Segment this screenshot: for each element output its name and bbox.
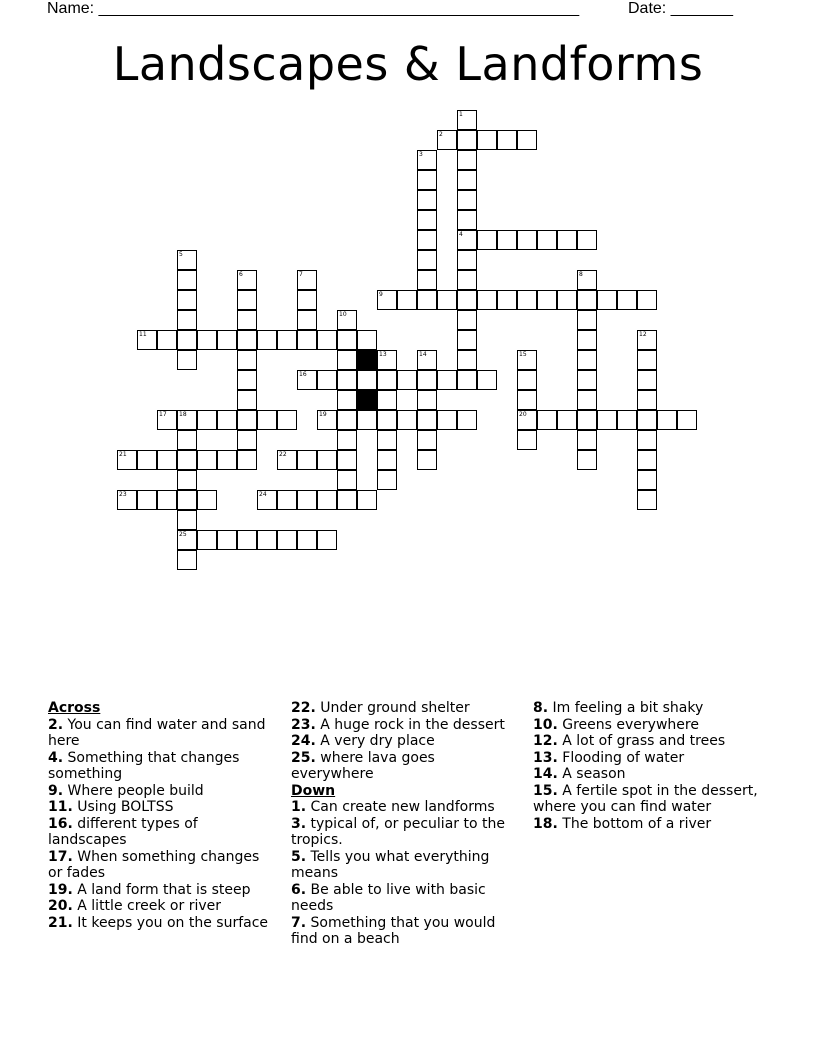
clue-text: Using BOLTSS (72, 799, 174, 815)
clue-item (533, 766, 763, 783)
grid-cell[interactable] (577, 230, 597, 250)
grid-cell[interactable] (157, 490, 177, 510)
grid-cell[interactable] (397, 290, 417, 310)
clue-number: 25. (291, 749, 316, 766)
clue-number: 14. (533, 766, 558, 782)
grid-cell[interactable] (377, 450, 397, 470)
clue-text: A lot of grass and trees (557, 733, 726, 749)
grid-cell[interactable] (577, 450, 597, 470)
grid-cell[interactable] (377, 290, 397, 310)
cell-number: 8 (579, 271, 583, 278)
grid-cell[interactable] (377, 370, 397, 390)
grid-cell[interactable] (557, 230, 577, 250)
cell-number: 7 (299, 271, 303, 278)
grid-cell[interactable] (237, 370, 257, 390)
grid-cell[interactable] (437, 370, 457, 390)
clue-column-3 (533, 700, 763, 832)
clue-text: Tells you what everything means (291, 848, 490, 881)
cell-number: 15 (519, 351, 527, 358)
cell-number: 24 (259, 491, 267, 498)
clue-text: A huge rock in the dessert (315, 716, 505, 733)
clue-number: 1. (291, 799, 307, 815)
down-heading: Down (291, 782, 336, 799)
clue-text: A land form that is steep (72, 881, 251, 898)
grid-cell[interactable] (357, 410, 377, 430)
grid-cell[interactable] (177, 410, 197, 430)
grid-cell[interactable] (357, 330, 377, 350)
clue-number: 24. (291, 733, 316, 749)
clue-text: Under ground shelter (315, 700, 470, 716)
clue-number: 16. (48, 815, 73, 832)
clue-number: 3. (291, 815, 307, 832)
grid-cell[interactable] (277, 490, 297, 510)
clue-item (48, 915, 270, 932)
grid-cell[interactable] (297, 530, 317, 550)
grid-cell[interactable] (537, 230, 557, 250)
grid-cell[interactable] (517, 430, 537, 450)
grid-cell[interactable] (557, 290, 577, 310)
clue-number: 13. (533, 749, 558, 766)
grid-cell[interactable] (497, 230, 517, 250)
grid-cell[interactable] (437, 410, 457, 430)
clue-text: A season (557, 766, 626, 782)
grid-cell[interactable] (377, 390, 397, 410)
grid-cell[interactable] (457, 130, 477, 150)
grid-cell[interactable] (177, 250, 197, 270)
grid-cell[interactable] (297, 490, 317, 510)
clue-text: Can create new landforms (306, 799, 495, 815)
clue-item (533, 717, 763, 734)
across-clue-list-continued (291, 700, 519, 783)
clue-number: 11. (48, 799, 73, 815)
grid-cell[interactable] (437, 130, 457, 150)
grid-cell[interactable] (277, 530, 297, 550)
cell-number: 13 (379, 351, 387, 358)
clue-item (48, 882, 270, 899)
clue-number: 17. (48, 848, 73, 865)
grid-cell[interactable] (277, 330, 297, 350)
grid-cell[interactable] (317, 370, 337, 390)
grid-cell[interactable] (677, 410, 697, 430)
grid-cell[interactable] (197, 410, 217, 430)
grid-cell[interactable] (457, 250, 477, 270)
clue-item (533, 783, 763, 816)
cell-number: 20 (519, 411, 527, 418)
clue-text: where lava goes everywhere (291, 749, 435, 782)
grid-cell[interactable] (237, 390, 257, 410)
clue-number: 15. (533, 782, 558, 799)
grid-cell[interactable] (237, 270, 257, 290)
grid-cell[interactable] (457, 330, 477, 350)
clue-item (48, 783, 270, 800)
cell-number: 12 (639, 331, 647, 338)
grid-cell[interactable] (657, 410, 677, 430)
grid-cell[interactable] (537, 290, 557, 310)
grid-cell[interactable] (417, 350, 437, 370)
grid-cell[interactable] (637, 470, 657, 490)
grid-cell[interactable] (157, 450, 177, 470)
grid-cell[interactable] (357, 370, 377, 390)
grid-cell[interactable] (177, 450, 197, 470)
grid-cell[interactable] (577, 430, 597, 450)
grid-cell[interactable] (297, 310, 317, 330)
clue-text: You can find water and sand here (48, 716, 266, 749)
grid-cell[interactable] (477, 290, 497, 310)
grid-cell[interactable] (177, 470, 197, 490)
grid-cell[interactable] (577, 290, 597, 310)
clue-number: 8. (533, 700, 549, 716)
clue-text: different types of landscapes (48, 815, 198, 848)
across-heading: Across (48, 700, 101, 716)
grid-cell[interactable] (437, 290, 457, 310)
grid-cell[interactable] (177, 330, 197, 350)
clue-number: 2. (48, 716, 64, 733)
grid-cell[interactable] (577, 410, 597, 430)
grid-cell[interactable] (637, 490, 657, 510)
grid-cell[interactable] (457, 410, 477, 430)
grid-cell[interactable] (137, 490, 157, 510)
grid-cell[interactable] (337, 370, 357, 390)
grid-cell[interactable] (337, 430, 357, 450)
grid-cell[interactable] (177, 310, 197, 330)
clue-item (533, 700, 763, 717)
cell-number: 23 (119, 491, 127, 498)
grid-cell[interactable] (637, 330, 657, 350)
clue-column-2 (291, 700, 519, 948)
grid-cell[interactable] (297, 370, 317, 390)
grid-cell[interactable] (517, 350, 537, 370)
grid-cell[interactable] (637, 350, 657, 370)
grid-cell[interactable] (497, 130, 517, 150)
grid-cell[interactable] (517, 390, 537, 410)
cell-number: 4 (459, 231, 463, 238)
grid-cell[interactable] (217, 330, 237, 350)
clue-item (533, 750, 763, 767)
clue-number: 10. (533, 716, 558, 733)
cell-number: 16 (299, 371, 307, 378)
clue-item (291, 750, 519, 783)
grid-cell[interactable] (577, 310, 597, 330)
grid-cell[interactable] (457, 310, 477, 330)
cell-number: 1 (459, 111, 463, 118)
clue-text: Im feeling a bit shaky (548, 700, 704, 716)
grid-cell[interactable] (457, 370, 477, 390)
grid-cell[interactable] (537, 410, 557, 430)
grid-cell[interactable] (217, 410, 237, 430)
clue-number: 6. (291, 881, 307, 898)
grid-cell[interactable] (377, 470, 397, 490)
clue-text: When something changes or fades (48, 848, 260, 881)
grid-cell[interactable] (417, 250, 437, 270)
clue-column-1 (48, 700, 270, 931)
grid-cell[interactable] (417, 170, 437, 190)
grid-cell[interactable] (237, 310, 257, 330)
grid-cell[interactable] (297, 330, 317, 350)
grid-cell[interactable] (317, 330, 337, 350)
grid-cell[interactable] (117, 450, 137, 470)
page-title: Landscapes & Landforms (112, 37, 704, 91)
grid-cell[interactable] (197, 490, 217, 510)
grid-cell[interactable] (337, 350, 357, 370)
grid-cell[interactable] (337, 310, 357, 330)
grid-cell[interactable] (157, 410, 177, 430)
grid-cell[interactable] (317, 490, 337, 510)
grid-cell[interactable] (577, 370, 597, 390)
grid-cell[interactable] (197, 450, 217, 470)
clue-number: 22. (291, 700, 316, 716)
grid-cell[interactable] (297, 290, 317, 310)
clue-item (48, 799, 270, 816)
grid-cell[interactable] (237, 530, 257, 550)
clue-text: Be able to live with basic needs (291, 881, 486, 914)
grid-cell[interactable] (637, 430, 657, 450)
grid-cell[interactable] (317, 530, 337, 550)
grid-cell[interactable] (457, 210, 477, 230)
cell-number: 19 (319, 411, 327, 418)
clue-text: Flooding of water (557, 749, 685, 766)
down-clue-list (291, 799, 519, 948)
grid-cell[interactable] (457, 150, 477, 170)
grid-cell[interactable] (277, 450, 297, 470)
grid-cell[interactable] (177, 490, 197, 510)
clue-item (291, 816, 519, 849)
clue-item (48, 717, 270, 750)
grid-cell[interactable] (317, 450, 337, 470)
clue-text: Something that changes something (48, 749, 240, 782)
grid-cell[interactable] (577, 270, 597, 290)
clue-number: 21. (48, 914, 73, 931)
grid-cell[interactable] (157, 330, 177, 350)
grid-cell[interactable] (417, 370, 437, 390)
grid-cell[interactable] (217, 450, 237, 470)
clue-item (291, 733, 519, 750)
grid-cell[interactable] (137, 450, 157, 470)
grid-cell[interactable] (637, 410, 657, 430)
cell-number: 25 (179, 531, 187, 538)
grid-cell[interactable] (337, 490, 357, 510)
cell-number: 18 (179, 411, 187, 418)
grid-cell[interactable] (557, 410, 577, 430)
grid-cell[interactable] (517, 230, 537, 250)
clue-number: 23. (291, 716, 316, 733)
grid-cell[interactable] (617, 290, 637, 310)
clue-item (533, 816, 763, 833)
clue-text: typical of, or peculiar to the tropics. (291, 815, 505, 848)
grid-cell[interactable] (397, 370, 417, 390)
black-cell (357, 390, 377, 410)
clue-item (291, 915, 519, 948)
grid-cell[interactable] (317, 410, 337, 430)
clue-item (291, 717, 519, 734)
grid-cell[interactable] (297, 450, 317, 470)
clue-item (291, 882, 519, 915)
clue-number: 12. (533, 733, 558, 749)
grid-cell[interactable] (517, 370, 537, 390)
grid-cell[interactable] (257, 410, 277, 430)
grid-cell[interactable] (417, 430, 437, 450)
grid-cell[interactable] (637, 370, 657, 390)
clue-item (48, 750, 270, 783)
grid-cell[interactable] (477, 370, 497, 390)
grid-cell[interactable] (337, 390, 357, 410)
grid-cell[interactable] (517, 410, 537, 430)
clue-number: 9. (48, 782, 64, 799)
clue-text: It keeps you on the surface (72, 914, 269, 931)
cell-number: 6 (239, 271, 243, 278)
cell-number: 22 (279, 451, 287, 458)
clue-text: A little creek or river (72, 898, 222, 914)
grid-cell[interactable] (457, 170, 477, 190)
grid-cell[interactable] (237, 410, 257, 430)
grid-cell[interactable] (577, 350, 597, 370)
grid-cell[interactable] (417, 410, 437, 430)
grid-cell[interactable] (257, 490, 277, 510)
grid-cell[interactable] (417, 190, 437, 210)
grid-cell[interactable] (337, 470, 357, 490)
clue-item (291, 849, 519, 882)
grid-cell[interactable] (457, 190, 477, 210)
grid-cell[interactable] (277, 410, 297, 430)
cell-number: 10 (339, 311, 347, 318)
grid-cell[interactable] (237, 430, 257, 450)
grid-cell[interactable] (337, 330, 357, 350)
grid-cell[interactable] (577, 330, 597, 350)
clue-text: Something that you would find on a beach (291, 914, 496, 947)
grid-cell[interactable] (177, 350, 197, 370)
grid-cell[interactable] (177, 290, 197, 310)
grid-cell[interactable] (617, 410, 637, 430)
grid-cell[interactable] (177, 550, 197, 570)
grid-cell[interactable] (197, 530, 217, 550)
grid-cell[interactable] (457, 110, 477, 130)
clue-text: A very dry place (315, 733, 435, 749)
clue-number: 20. (48, 898, 73, 914)
name-field-label: Name: ______________________________________________________ (47, 0, 580, 17)
clue-text: Greens everywhere (557, 716, 699, 733)
grid-cell[interactable] (637, 450, 657, 470)
clue-text: A fertile spot in the dessert, where you can find water (533, 782, 758, 815)
grid-cell[interactable] (397, 410, 417, 430)
cell-number: 2 (439, 131, 443, 138)
grid-cell[interactable] (177, 510, 197, 530)
clue-number: 18. (533, 815, 558, 832)
clue-item (291, 799, 519, 816)
grid-cell[interactable] (497, 290, 517, 310)
grid-cell[interactable] (417, 290, 437, 310)
grid-cell[interactable] (257, 530, 277, 550)
cell-number: 11 (139, 331, 147, 338)
grid-cell[interactable] (477, 130, 497, 150)
grid-cell[interactable] (457, 270, 477, 290)
grid-cell[interactable] (457, 350, 477, 370)
grid-cell[interactable] (237, 350, 257, 370)
clue-number: 4. (48, 749, 64, 766)
grid-cell[interactable] (237, 330, 257, 350)
grid-cell[interactable] (217, 530, 237, 550)
date-field-label: Date: _______ (628, 0, 733, 17)
clue-number: 7. (291, 914, 307, 931)
grid-cell[interactable] (117, 490, 137, 510)
grid-cell[interactable] (177, 270, 197, 290)
clue-text: The bottom of a river (557, 815, 712, 832)
grid-cell[interactable] (337, 450, 357, 470)
across-clue-list (48, 717, 270, 932)
grid-cell[interactable] (577, 390, 597, 410)
clue-item (291, 700, 519, 717)
grid-cell[interactable] (477, 230, 497, 250)
grid-cell[interactable] (637, 290, 657, 310)
clue-item (48, 898, 270, 915)
clue-item (48, 849, 270, 882)
black-cell (357, 350, 377, 370)
grid-cell[interactable] (597, 290, 617, 310)
grid-cell[interactable] (457, 290, 477, 310)
grid-cell[interactable] (517, 130, 537, 150)
grid-cell[interactable] (417, 450, 437, 470)
clue-number: 19. (48, 881, 73, 898)
grid-cell[interactable] (237, 290, 257, 310)
grid-cell[interactable] (197, 330, 217, 350)
grid-cell[interactable] (457, 230, 477, 250)
grid-cell[interactable] (377, 350, 397, 370)
clue-item (48, 816, 270, 849)
grid-cell[interactable] (417, 210, 437, 230)
grid-cell[interactable] (377, 410, 397, 430)
grid-cell[interactable] (517, 290, 537, 310)
cell-number: 5 (179, 251, 183, 258)
cell-number: 17 (159, 411, 167, 418)
grid-cell[interactable] (237, 450, 257, 470)
cell-number: 9 (379, 291, 383, 298)
grid-cell[interactable] (297, 270, 317, 290)
clue-text: Where people build (63, 782, 204, 799)
grid-cell[interactable] (337, 410, 357, 430)
grid-cell[interactable] (257, 330, 277, 350)
grid-cell[interactable] (377, 430, 397, 450)
cell-number: 21 (119, 451, 127, 458)
grid-cell[interactable] (137, 330, 157, 350)
cell-number: 14 (419, 351, 427, 358)
grid-cell[interactable] (597, 410, 617, 430)
grid-cell[interactable] (637, 390, 657, 410)
down-clue-list-continued (533, 700, 763, 832)
grid-cell[interactable] (177, 530, 197, 550)
grid-cell[interactable] (417, 230, 437, 250)
grid-cell[interactable] (417, 390, 437, 410)
grid-cell[interactable] (357, 490, 377, 510)
clue-number: 5. (291, 848, 307, 865)
grid-cell[interactable] (177, 430, 197, 450)
cell-number: 3 (419, 151, 423, 158)
clue-item (533, 733, 763, 750)
grid-cell[interactable] (417, 270, 437, 290)
grid-cell[interactable] (417, 150, 437, 170)
